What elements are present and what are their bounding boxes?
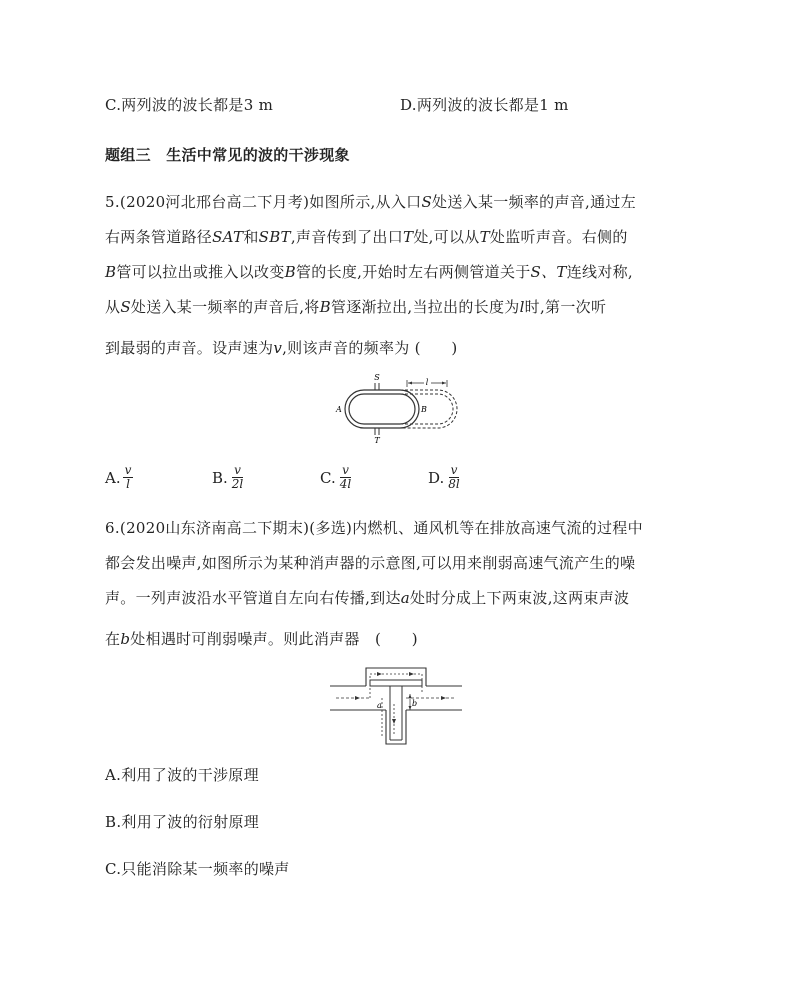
q4-option-d: D.两列波的波长都是1 m — [400, 96, 569, 114]
q5-pipe-diagram — [328, 372, 468, 444]
diagram-label-b: b — [412, 699, 418, 708]
q6-line-2: 都会发出噪声,如图所示为某种消声器的示意图,可以用来削弱高速气流产生的噪 — [105, 554, 636, 572]
q6-line-1: 6.(2020山东济南高二下期末)(多选)内燃机、通风机等在排放高速气流的过程中 — [105, 519, 643, 537]
q5-line-3: B管可以拉出或推入以改变B管的长度,开始时左右两侧管道关于S、T连线对称, — [105, 263, 634, 281]
diagram-label-b: B — [421, 405, 427, 414]
q5-option-d: D. $\frac{v}{8l}$ — [428, 463, 460, 491]
q6-option-b: B.利用了波的衍射原理 — [105, 813, 260, 831]
q5-line-4: 从S处送入某一频率的声音后,将B管逐渐拉出,当拉出的长度为l时,第一次听 — [105, 298, 607, 316]
q5-option-b: B. $\frac{v}{2l}$ — [212, 463, 244, 491]
q5-option-a: A. $\frac{v}{l}$ — [105, 463, 132, 491]
q6-option-c: C.只能消除某一频率的噪声 — [105, 860, 290, 878]
q5-option-c: C. $\frac{v}{4l}$ — [320, 463, 352, 491]
diagram-label-s: S — [374, 373, 380, 382]
q4-option-c: C.两列波的波长都是3 m — [105, 96, 274, 114]
diagram-label-a: A — [336, 405, 342, 414]
section-heading: 题组三 生活中常见的波的干涉现象 — [105, 146, 350, 164]
q5-line-5: 到最弱的声音。设声速为v,则该声音的频率为 ( ) — [105, 339, 458, 357]
diagram-label-t: T — [374, 436, 380, 444]
diagram-label-l: l — [425, 378, 429, 387]
q6-option-a: A.利用了波的干涉原理 — [105, 766, 259, 784]
q6-line-4: 在b处相遇时可削弱噪声。则此消声器 ( ) — [105, 630, 418, 648]
q6-muffler-diagram — [330, 664, 462, 748]
q6-line-3: 声。一列声波沿水平管道自左向右传播,到达a处时分成上下两束波,这两束声波 — [105, 589, 630, 607]
q5-line-2: 右两条管道路径SAT和SBT,声音传到了出口T处,可以从T处监听声音。右侧的 — [105, 228, 628, 246]
diagram-label-a: a — [377, 701, 382, 710]
q5-line-1: 5.(2020河北邢台高二下月考)如图所示,从入口S处送入某一频率的声音,通过左 — [105, 193, 637, 211]
